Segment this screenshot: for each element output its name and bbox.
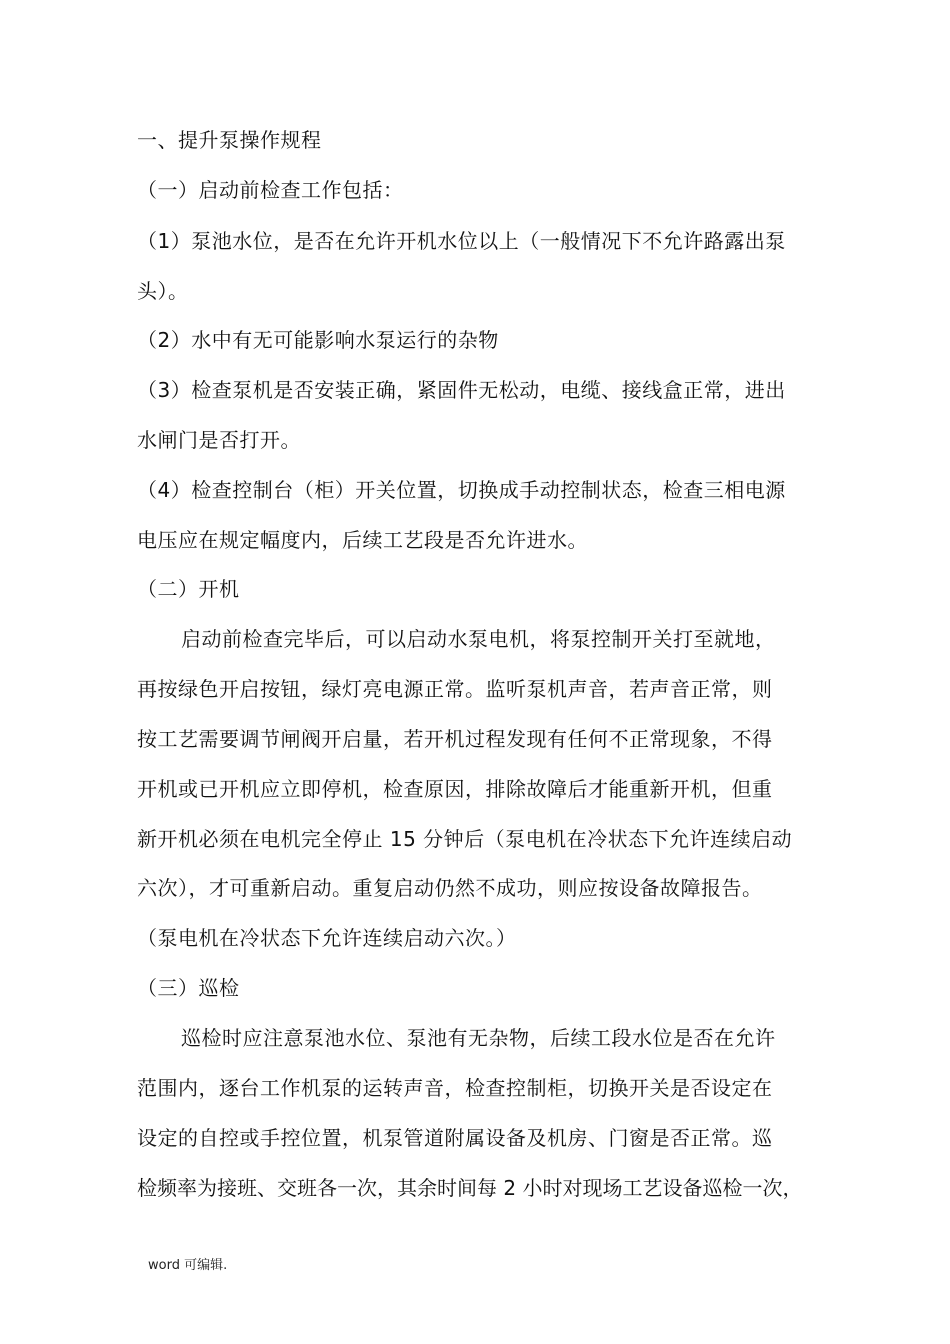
checklist-item-4-line-2: 电压应在规定幅度内，后续工艺段是否允许进水。 — [137, 528, 588, 552]
checklist-item-2: （2）水中有无可能影响水泵运行的杂物 — [137, 328, 499, 352]
inspection-paragraph-line-4: 检频率为接班、交班各一次，其余时间每 2 小时对现场工艺设备巡检一次， — [137, 1176, 803, 1200]
checklist-item-4-line-1: （4）检查控制台（柜）开关位置，切换成手动控制状态，检查三相电源 — [137, 478, 786, 502]
footer-note: word 可编辑. — [148, 1258, 228, 1273]
inspection-paragraph-line-1: 巡检时应注意泵池水位、泵池有无杂物，后续工段水位是否在允许 — [181, 1026, 776, 1050]
section-heading-inspection: （三）巡检 — [137, 976, 240, 1000]
inspection-paragraph-line-3: 设定的自控或手控位置，机泵管道附属设备及机房、门窗是否正常。巡 — [137, 1126, 773, 1150]
inspection-paragraph-line-2: 范围内，逐台工作机泵的运转声音，检查控制柜，切换开关是否设定在 — [137, 1076, 773, 1100]
checklist-item-1-line-1: （1）泵池水位，是否在允许开机水位以上（一般情况下不允许路露出泵 — [137, 229, 786, 253]
startup-paragraph-line-6: 六次），才可重新启动。重复启动仍然不成功，则应按设备故障报告。 — [137, 876, 763, 900]
startup-paragraph-line-3: 按工艺需要调节闸阀开启量，若开机过程发现有任何不正常现象，不得 — [137, 727, 773, 751]
checklist-item-3-line-1: （3）检查泵机是否安装正确，紧固件无松动，电缆、接线盒正常，进出 — [137, 378, 786, 402]
startup-paragraph-line-1: 启动前检查完毕后，可以启动水泵电机，将泵控制开关打至就地， — [181, 627, 776, 651]
checklist-item-1-line-2: 头）。 — [137, 279, 189, 303]
startup-paragraph-line-2: 再按绿色开启按钮，绿灯亮电源正常。监听泵机声音，若声音正常，则 — [137, 677, 773, 701]
section-heading-preparation: （一）启动前检查工作包括： — [137, 178, 404, 202]
document-title: 一、提升泵操作规程 — [137, 128, 322, 152]
section-heading-startup: （二）开机 — [137, 577, 240, 601]
startup-paragraph-line-5: 新开机必须在电机完全停止 15 分钟后（泵电机在冷状态下允许连续启动 — [137, 827, 793, 851]
checklist-item-3-line-2: 水闸门是否打开。 — [137, 428, 301, 452]
startup-paragraph-line-7: （泵电机在冷状态下允许连续启动六次。） — [137, 926, 517, 950]
startup-paragraph-line-4: 开机或已开机应立即停机，检查原因，排除故障后才能重新开机，但重 — [137, 777, 773, 801]
